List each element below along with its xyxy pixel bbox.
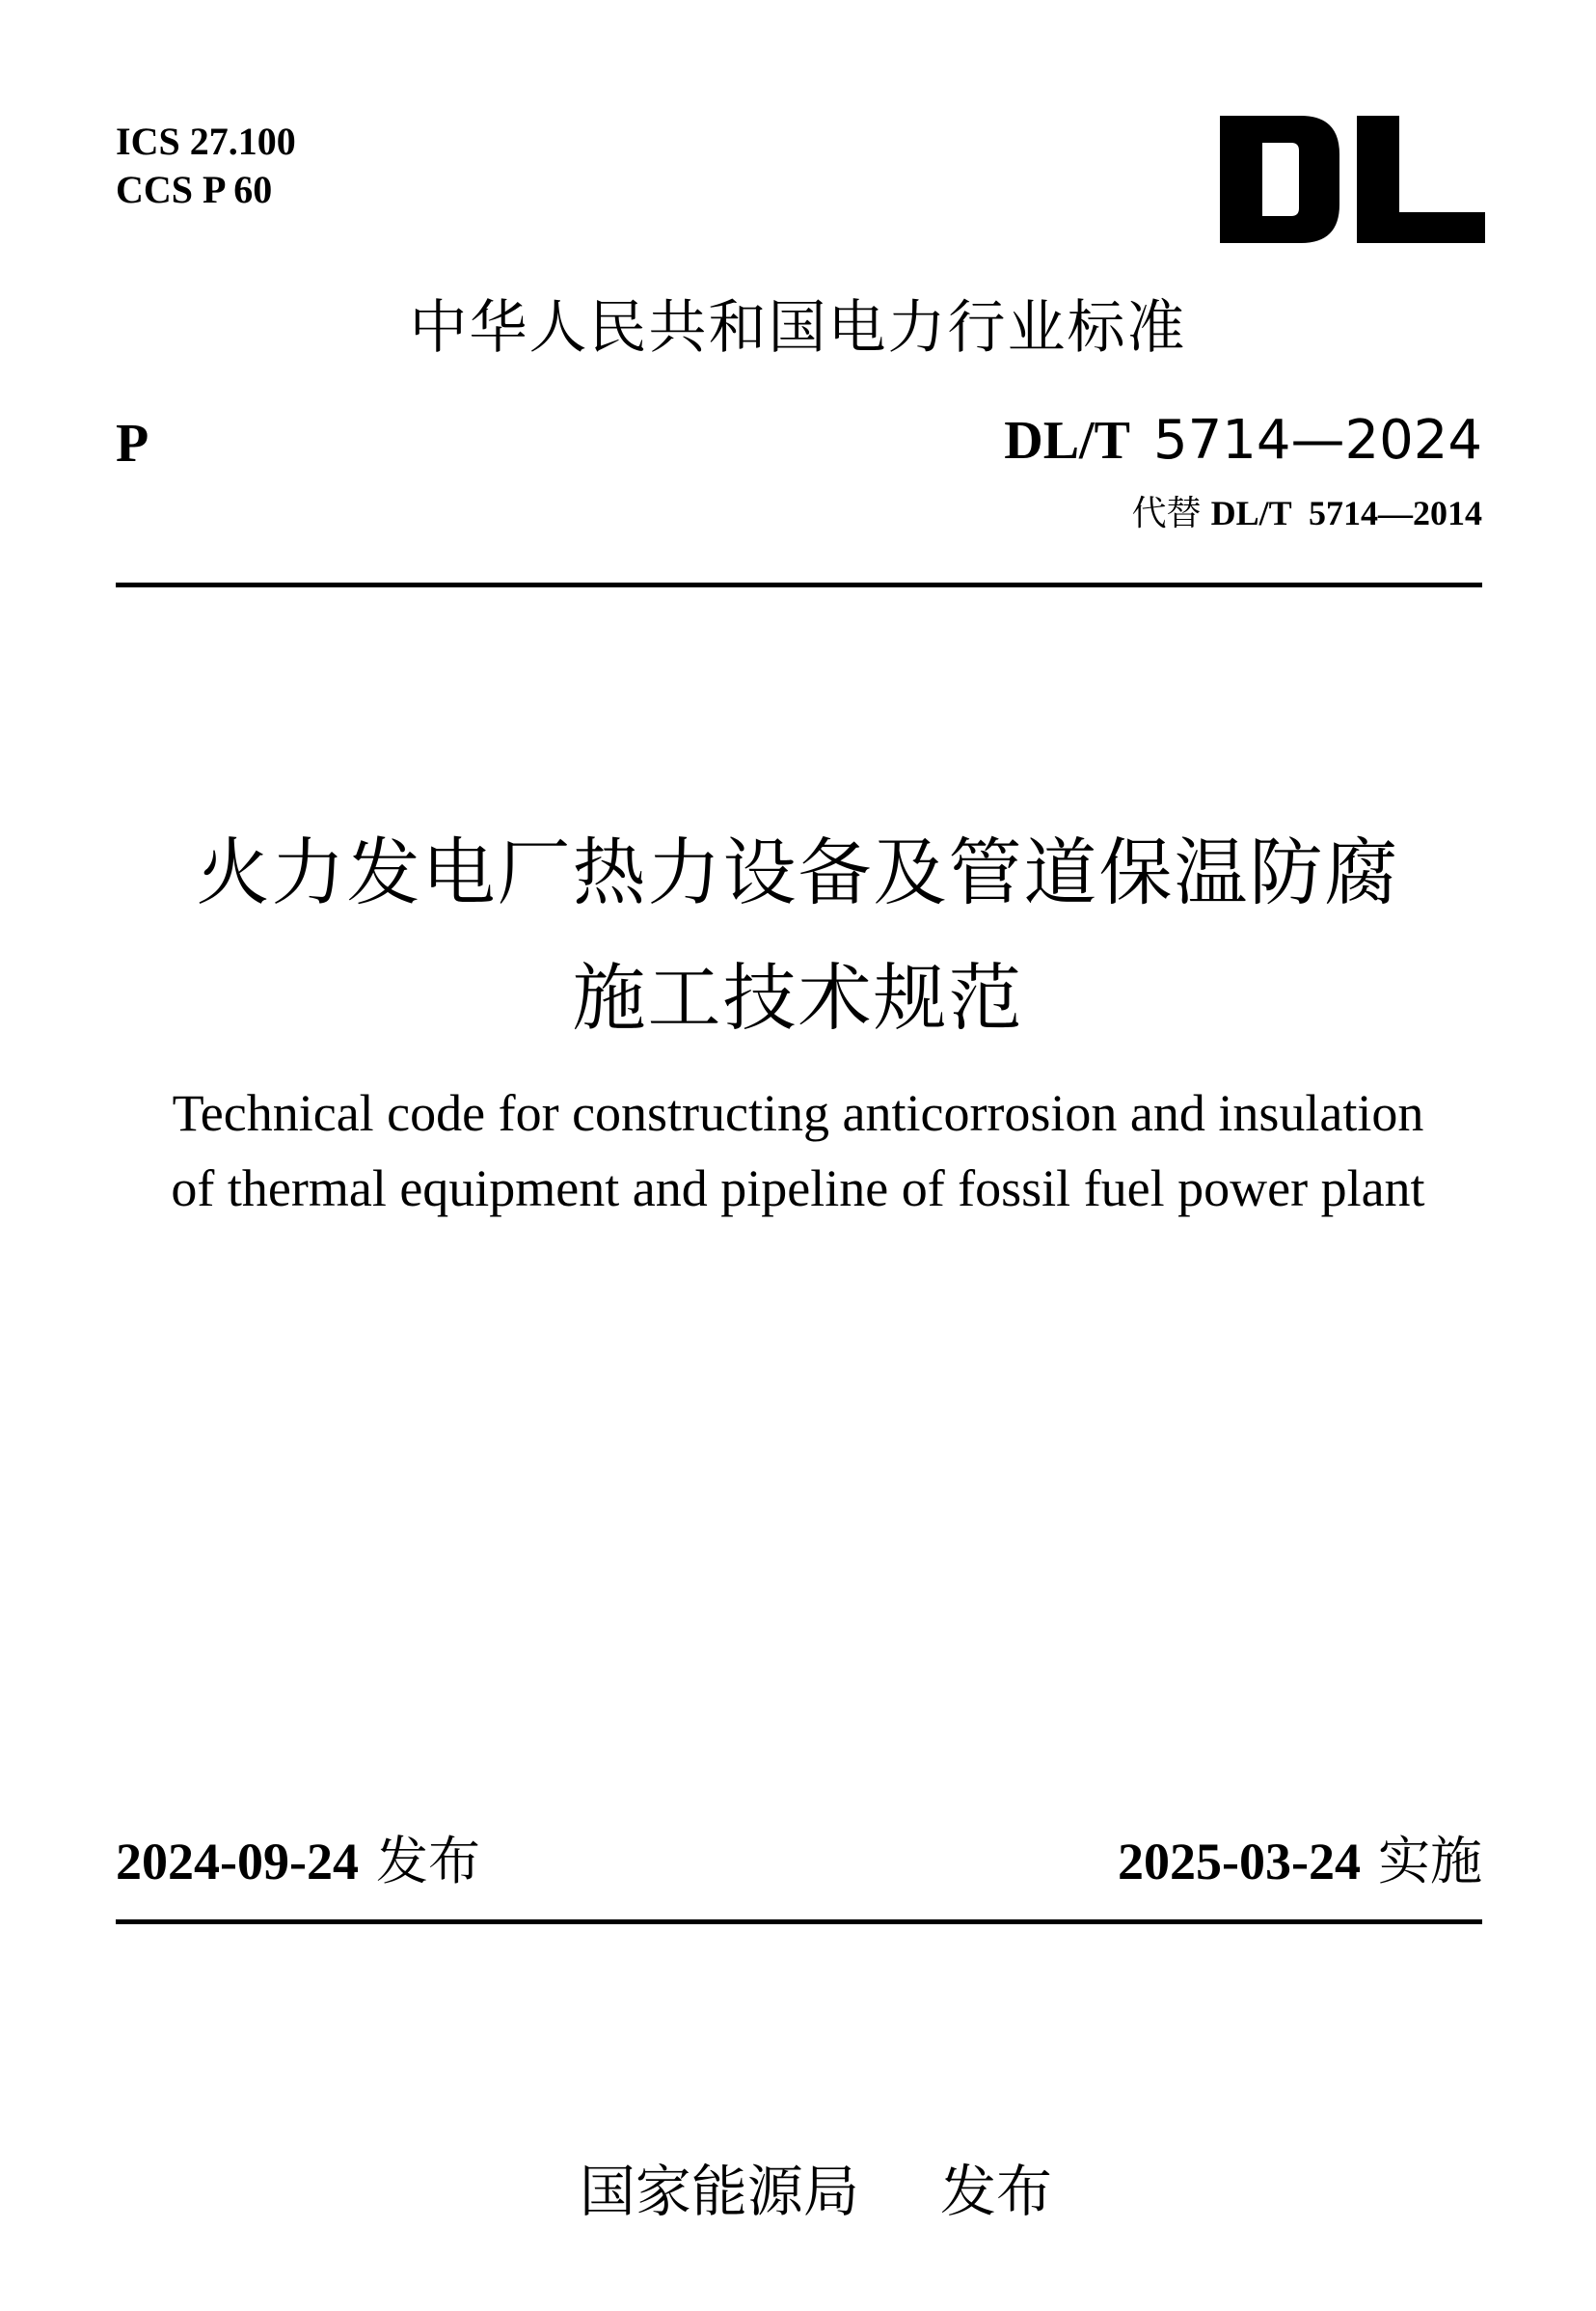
issue-date-block — [116, 1828, 480, 1895]
industry-standard-title: 中华人民共和国电力行业标准 — [409, 294, 1187, 362]
standard-number — [1004, 407, 1482, 475]
top-divider — [116, 583, 1482, 587]
ics-code: ICS 27.100 — [116, 120, 296, 163]
replaces-code: DL/T 5714—2014 — [1210, 494, 1482, 532]
publisher-action: 发布 — [939, 2159, 1052, 2224]
chinese-title — [0, 810, 1596, 1061]
dl-logo-letter-d — [1220, 116, 1339, 243]
category-letter: P — [116, 414, 149, 474]
publisher-line — [0, 2081, 1596, 2228]
implementation-label: 实施 — [1378, 1831, 1482, 1891]
english-title — [0, 1075, 1596, 1226]
replaces-label: 代替 — [1131, 494, 1202, 533]
dl-logo — [1220, 116, 1485, 243]
bottom-divider — [116, 1919, 1482, 1924]
issue-date: 2024-09-24 — [116, 1833, 359, 1890]
implementation-date: 2025-03-24 — [1118, 1833, 1361, 1890]
ccs-code: CCS P 60 — [116, 168, 273, 211]
implementation-date-block — [1118, 1828, 1482, 1895]
issue-label: 发布 — [375, 1831, 480, 1891]
standard-prefix: DL/T — [1004, 411, 1130, 471]
chinese-title-line-1: 火力发电厂热力设备及管道保温防腐 — [196, 829, 1400, 915]
standard-digits: 5714—2024 — [1152, 409, 1482, 472]
english-title-line-1: Technical code for constructing anticorrosion and insulation — [172, 1084, 1424, 1142]
dl-logo-letter-l — [1357, 116, 1485, 243]
classification-block — [116, 118, 296, 214]
english-title-line-2: of thermal equipment and pipeline of fossil fuel power plant — [171, 1159, 1425, 1217]
publisher-name: 国家能源局 — [579, 2159, 859, 2224]
replaces-standard — [1132, 490, 1482, 537]
chinese-title-line-2: 施工技术规范 — [572, 955, 1024, 1041]
